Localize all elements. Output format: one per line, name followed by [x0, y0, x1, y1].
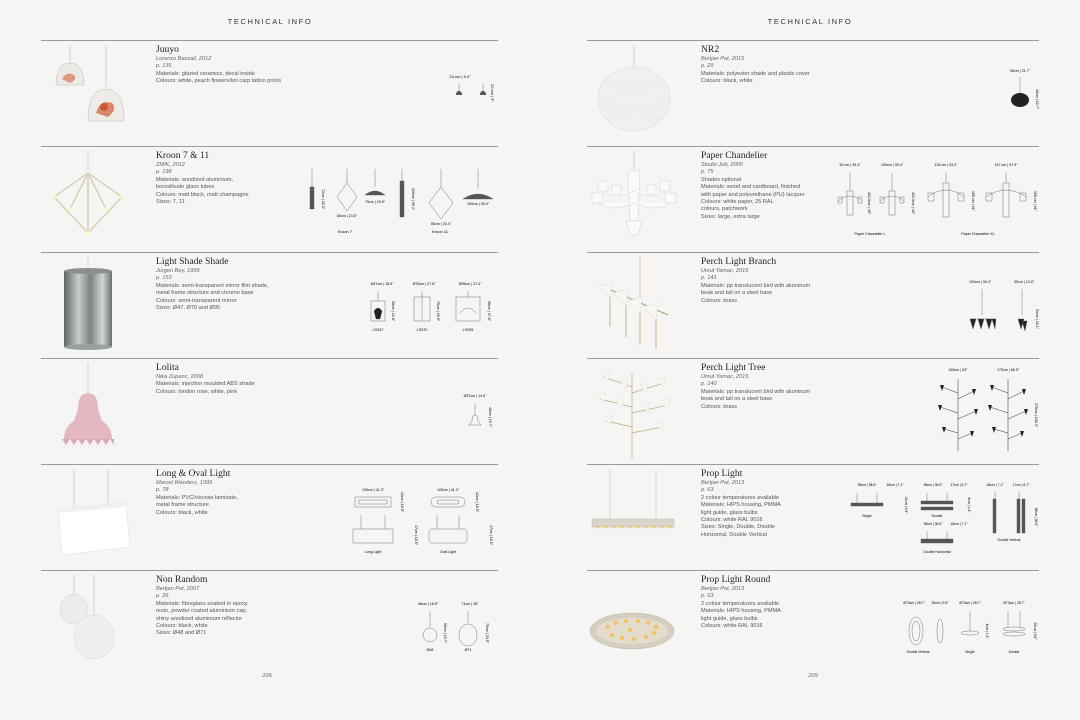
dim-label: 105cm | 41.3": [437, 488, 459, 492]
product-name: Prop Light Round: [701, 574, 771, 585]
detail-line: Colours: white paper, 25 RAL: [701, 199, 774, 206]
detail-line: Materials: HIPS housing, PMMA: [701, 502, 781, 509]
detail-line: Colours: london rose, white, pink: [156, 388, 238, 395]
nr2-thumbnail: [584, 45, 680, 143]
dim-label: 18cm | 7.1": [986, 483, 1004, 487]
page-ref: p. 135: [156, 63, 172, 70]
dim-label: 100cm | 39.4": [881, 163, 903, 167]
dim-label: 42cm | 16.5": [475, 492, 479, 512]
detail-line: Colours: brass: [701, 297, 738, 304]
dim-label: Ø47cm | 18.5": [370, 282, 394, 286]
dim-label: 96cm | 37.8": [487, 301, 491, 321]
dimension-diagram: [410, 571, 500, 675]
dimension-diagram: [360, 253, 500, 357]
page-ref: p. 140: [701, 381, 717, 388]
dim-caption: Single: [862, 514, 872, 518]
dim-caption: Ø48: [426, 648, 434, 652]
detail-line: colours, patchwork: [701, 206, 748, 213]
dim-label: 58cm | 22.8": [391, 301, 395, 321]
dim-label: 25cm | 9.8": [1033, 622, 1037, 640]
dim-label: 42cm | 16.5": [400, 492, 404, 512]
dim-label: 72cm | 28.3": [321, 189, 325, 209]
dim-caption: Double Vertical: [906, 650, 930, 654]
detail-line: metal frame structure and chrome base: [156, 290, 254, 297]
kroon-thumbnail: [40, 151, 136, 249]
detail-line: Materials: injection moulded ABS shade: [156, 381, 255, 388]
long-oval-light-thumbnail: [40, 469, 136, 567]
detail-line: Materials: fibreglass soaked in epoxy: [156, 600, 248, 607]
dim-label: 17cm | 6.7": [950, 483, 968, 487]
page-ref: p. 198: [156, 169, 172, 176]
designer: ZMIK, 2012: [156, 162, 185, 168]
dimension-diagram: [828, 147, 1040, 251]
dim-caption: Long Light: [364, 550, 382, 554]
page-ref: p. 141: [701, 275, 717, 282]
perch-light-branch-thumbnail: [584, 257, 680, 355]
detail-line: Sizes: 7, 11: [156, 199, 185, 206]
detail-line: Materials: pp translucent bird with aluminum: [701, 388, 811, 395]
page-ref: p. 63: [701, 487, 714, 494]
dim-caption: Oval Light: [439, 550, 457, 554]
page-number: 208: [262, 672, 272, 679]
dim-label: 90 cm | 35.4": [839, 163, 861, 167]
designer: Umut Yamac, 2015: [701, 374, 749, 380]
designer: Marcel Wanders, 1999: [156, 480, 213, 486]
dimension-diagram: [300, 147, 500, 251]
product-info: [156, 256, 356, 312]
designer: Bertjan Pot, 2013: [701, 586, 745, 592]
dim-label: 98cm | 38.6": [857, 483, 877, 487]
detail-line: Materials: semi-transparent mirror film shade,: [156, 282, 269, 289]
detail-line: Colours: matt black, matt champagne: [156, 191, 249, 198]
designer: Jurgen Bey, 1999: [156, 268, 200, 274]
dim-label: 76cm | 29.9": [436, 301, 440, 321]
product-name: Paper Chandelier: [701, 150, 768, 161]
detail-line: 2 colour temperatures available: [701, 600, 780, 607]
page-ref: p. 26: [156, 593, 169, 600]
product-entry-prop-light-round: [540, 571, 1080, 675]
dim-label: Ø73cm | 28.7": [1003, 601, 1025, 605]
perch-light-tree-thumbnail: [584, 363, 680, 461]
dim-caption: Single: [965, 650, 975, 654]
detail-line: borosilicate glass tubes: [156, 184, 215, 191]
page-header: TECHNICAL INFO: [767, 17, 853, 26]
product-name: Non Random: [156, 574, 208, 585]
product-entry-paper-chandelier: [540, 147, 1080, 251]
page-right: [540, 0, 1080, 720]
paper-chandelier-thumbnail: [584, 151, 680, 249]
detail-line: light guide, glass bulbs: [701, 615, 758, 622]
prop-light-round-thumbnail: [584, 575, 680, 673]
dimension-diagram: [1000, 41, 1040, 145]
dim-label: 105cm | 41.3": [362, 488, 384, 492]
product-entry-juuyo: [0, 41, 540, 145]
detail-line: Colours: white RAL 9016: [701, 623, 763, 630]
dim-label: 23 cm | 9": [490, 84, 495, 102]
product-entry-perch-light-tree: [540, 359, 1080, 463]
detail-line: Sizes: large, extra large: [701, 213, 760, 220]
dim-label: 17cm | 6.7": [1012, 483, 1030, 487]
product-info: [156, 468, 356, 517]
dim-label: 60cm | 23.6": [337, 214, 357, 218]
dim-label: 101.5cm | 40": [867, 192, 871, 214]
detail-line: 2 colour temperatures available: [701, 494, 780, 501]
detail-line: shiny anodized aluminium reflector: [156, 615, 243, 622]
detail-line: Colours: white, peach flowers/koi carp tattoo prints: [156, 78, 281, 85]
dim-caption: Ø71: [464, 648, 472, 652]
page-ref: p. 78: [156, 487, 169, 494]
designer: Nika Zupanc, 2008: [156, 374, 203, 380]
dim-label: 15cm | 5.9": [904, 496, 908, 514]
dim-label: 100cm | 39.4": [467, 202, 489, 206]
product-info: [156, 574, 356, 638]
detail-line: Sizes: Single, Double, Double: [701, 524, 776, 531]
dim-label: 47cm | 18.5": [489, 525, 493, 545]
product-entry-perch-light-branch: [540, 253, 1080, 357]
page-ref: p. 153: [156, 275, 172, 282]
detail-line: Sizes: Ø47, Ø70 and Ø95: [156, 305, 221, 312]
dim-caption: Double: [931, 514, 943, 518]
dim-caption: LSS70: [416, 328, 428, 332]
designer: Bertjan Pot, 2007: [156, 586, 200, 592]
page-ref: p. 75: [701, 169, 714, 176]
detail-line: Colours: black, white: [701, 78, 753, 85]
dim-label: 40cm | 15.7": [488, 407, 492, 427]
product-name: Light Shade Shade: [156, 256, 229, 267]
dim-caption: Kroon 11: [432, 229, 448, 234]
product-info: [701, 256, 901, 305]
dimension-diagram: [930, 359, 1040, 463]
dim-label: 160cm | 63": [948, 368, 968, 372]
dimension-diagram: [345, 465, 500, 569]
dim-label: 18cm | 7.1": [950, 522, 968, 526]
product-entry-non-random: [0, 571, 540, 675]
detail-line: Colours: black, white: [156, 509, 208, 516]
dim-label: 55cm | 21.7": [1010, 69, 1030, 73]
dim-label: 75cm | 29.5": [365, 200, 385, 204]
dim-label: 100cm | 39.4": [969, 280, 991, 284]
product-entry-kroon: [0, 147, 540, 251]
dim-label: Ø95cm | 37.4": [458, 282, 482, 286]
dim-label: Ø70cm | 27.6": [412, 282, 436, 286]
dim-label: 24 cm | 9.4": [449, 74, 471, 79]
dim-label: 35cm | 13.8": [1014, 280, 1034, 284]
dimension-diagram: [845, 465, 1040, 569]
dim-label: 98cm | 38.6": [923, 483, 943, 487]
dim-caption: Kroon 7: [337, 229, 353, 234]
designer: Umut Yamac, 2015: [701, 268, 749, 274]
dimension-diagram: [440, 41, 500, 145]
dim-label: 4cm | 1.6": [967, 497, 971, 513]
dim-label: 98cm | 38.6": [1034, 507, 1038, 527]
detail-line: Materials: wood and cardboard, finished: [701, 184, 801, 191]
product-name: Prop Light: [701, 468, 743, 479]
detail-line: Materials: pp translucent bird with aluminum: [701, 282, 811, 289]
dim-label: 48cm | 18.9": [418, 602, 438, 606]
dimension-diagram: [900, 571, 1040, 675]
dimension-diagram: [960, 253, 1040, 357]
page-number: 209: [808, 672, 818, 679]
detail-line: Colours: semi-transparent mirror: [156, 297, 237, 304]
dim-label: 4cm | 1.6": [985, 623, 989, 639]
detail-line: Materials: glazed ceramics, decal inside: [156, 70, 255, 77]
designer: Lorenzo Bazzali, 2012: [156, 56, 212, 62]
dim-label: Ø37cm | 14.6": [463, 394, 487, 398]
juuyo-thumbnail: [40, 45, 136, 143]
designer: Studio Job, 2005: [701, 162, 743, 168]
product-name: Perch Light Tree: [701, 362, 766, 373]
product-name: Long & Oval Light: [156, 468, 231, 479]
dim-label: Ø73cm | 28.7": [903, 601, 925, 605]
product-name: Juuyo: [156, 44, 179, 55]
dim-caption: Paper Chandelier XL: [961, 232, 995, 236]
dim-label: 40cm | 15.7": [1035, 89, 1039, 109]
detail-line: beak and tail on a steel base: [701, 396, 773, 403]
page-ref: p. 29: [701, 63, 714, 70]
light-shade-shade-thumbnail: [40, 257, 136, 355]
designer: Bertjan Pot, 2015: [701, 56, 745, 62]
dim-label: 98cm | 38.6": [923, 522, 943, 526]
dim-label: 155 cm | 61": [1033, 191, 1037, 211]
detail-line: Materials: polyester shade and plastic cover: [701, 70, 810, 77]
product-info: [156, 362, 356, 396]
page-header: TECHNICAL INFO: [227, 17, 313, 26]
lolita-thumbnail: [40, 363, 136, 461]
dim-caption: Double Vertical: [997, 538, 1021, 542]
detail-line: metal frame structure: [156, 502, 209, 509]
dim-label: 50cm | 19.7": [443, 623, 447, 643]
detail-line: Colours: white RAL 9016: [701, 517, 763, 524]
dim-caption: Paper Chandelier L: [854, 232, 886, 236]
dim-label: 71cm | 28": [461, 602, 479, 606]
detail-line: Materials: PVC/viscose laminate,: [156, 494, 238, 501]
detail-line: Materials: HIPS housing, PMMA: [701, 608, 781, 615]
detail-line: resin, powder coated aluminium cap,: [156, 608, 248, 615]
product-entry-lolita: [0, 359, 540, 463]
detail-line: light guide, glass bulbs: [701, 509, 758, 516]
detail-line: Sizes: Ø48 and Ø71: [156, 630, 207, 637]
dim-caption: LSS47: [372, 328, 384, 332]
dim-label: 75cm | 29.5": [485, 623, 489, 643]
dim-label: Ø73cm | 28.7": [959, 601, 981, 605]
dim-label: 25cm | 9.8": [931, 601, 949, 605]
dimension-diagram: [455, 359, 500, 463]
product-entry-prop-light: [540, 465, 1080, 569]
designer: Bertjan Pot, 2013: [701, 480, 745, 486]
product-name: Perch Light Branch: [701, 256, 777, 267]
dim-label: 135 cm | 53.2": [934, 163, 958, 167]
non-random-thumbnail: [40, 575, 136, 673]
dim-label: 47cm | 18.5": [414, 525, 418, 545]
dim-label: 155 cm | 61": [971, 191, 975, 211]
dim-label: 101.5cm | 40": [911, 192, 915, 214]
dim-label: 170cm | 66.9": [997, 368, 1019, 372]
detail-line: Colours: black, white: [156, 623, 208, 630]
product-entry-light-shade-shade: [0, 253, 540, 357]
product-info: [701, 44, 901, 86]
detail-line: Colours: brass: [701, 403, 738, 410]
dim-label: 147 cm | 57.9": [994, 163, 1018, 167]
dim-label: 51cm | 20.1": [1035, 309, 1039, 329]
dim-caption: Double: [1008, 650, 1020, 654]
detail-line: Materials: anodized aluminium,: [156, 176, 234, 183]
product-name: NR2: [701, 44, 720, 55]
dim-label: 85cm | 33.4": [431, 222, 451, 226]
detail-line: with paper and polyurethane (PU) lacquer: [701, 191, 805, 198]
product-name: Kroon 7 & 11: [156, 150, 210, 161]
product-info: [156, 44, 356, 86]
dim-caption: Double Horizontal: [923, 550, 951, 554]
page-ref: p. 63: [701, 593, 714, 600]
detail-line: Horizontal, Double Vertical: [701, 531, 767, 538]
dim-caption: LSS95: [462, 328, 474, 332]
product-name: Lolita: [156, 362, 179, 373]
product-entry-nr2: [540, 41, 1080, 145]
detail-line: Shades optional: [701, 176, 742, 183]
dim-label: 100cm | 39.4": [411, 188, 415, 210]
product-entry-long-oval-light: [0, 465, 540, 569]
product-info: [701, 362, 901, 411]
prop-light-thumbnail: [584, 469, 680, 567]
dim-label: 270cm | 106.3": [1034, 403, 1038, 427]
product-info: [701, 574, 901, 630]
dim-label: 18cm | 7.1": [886, 483, 904, 487]
detail-line: beak and tail on a steel base: [701, 290, 773, 297]
